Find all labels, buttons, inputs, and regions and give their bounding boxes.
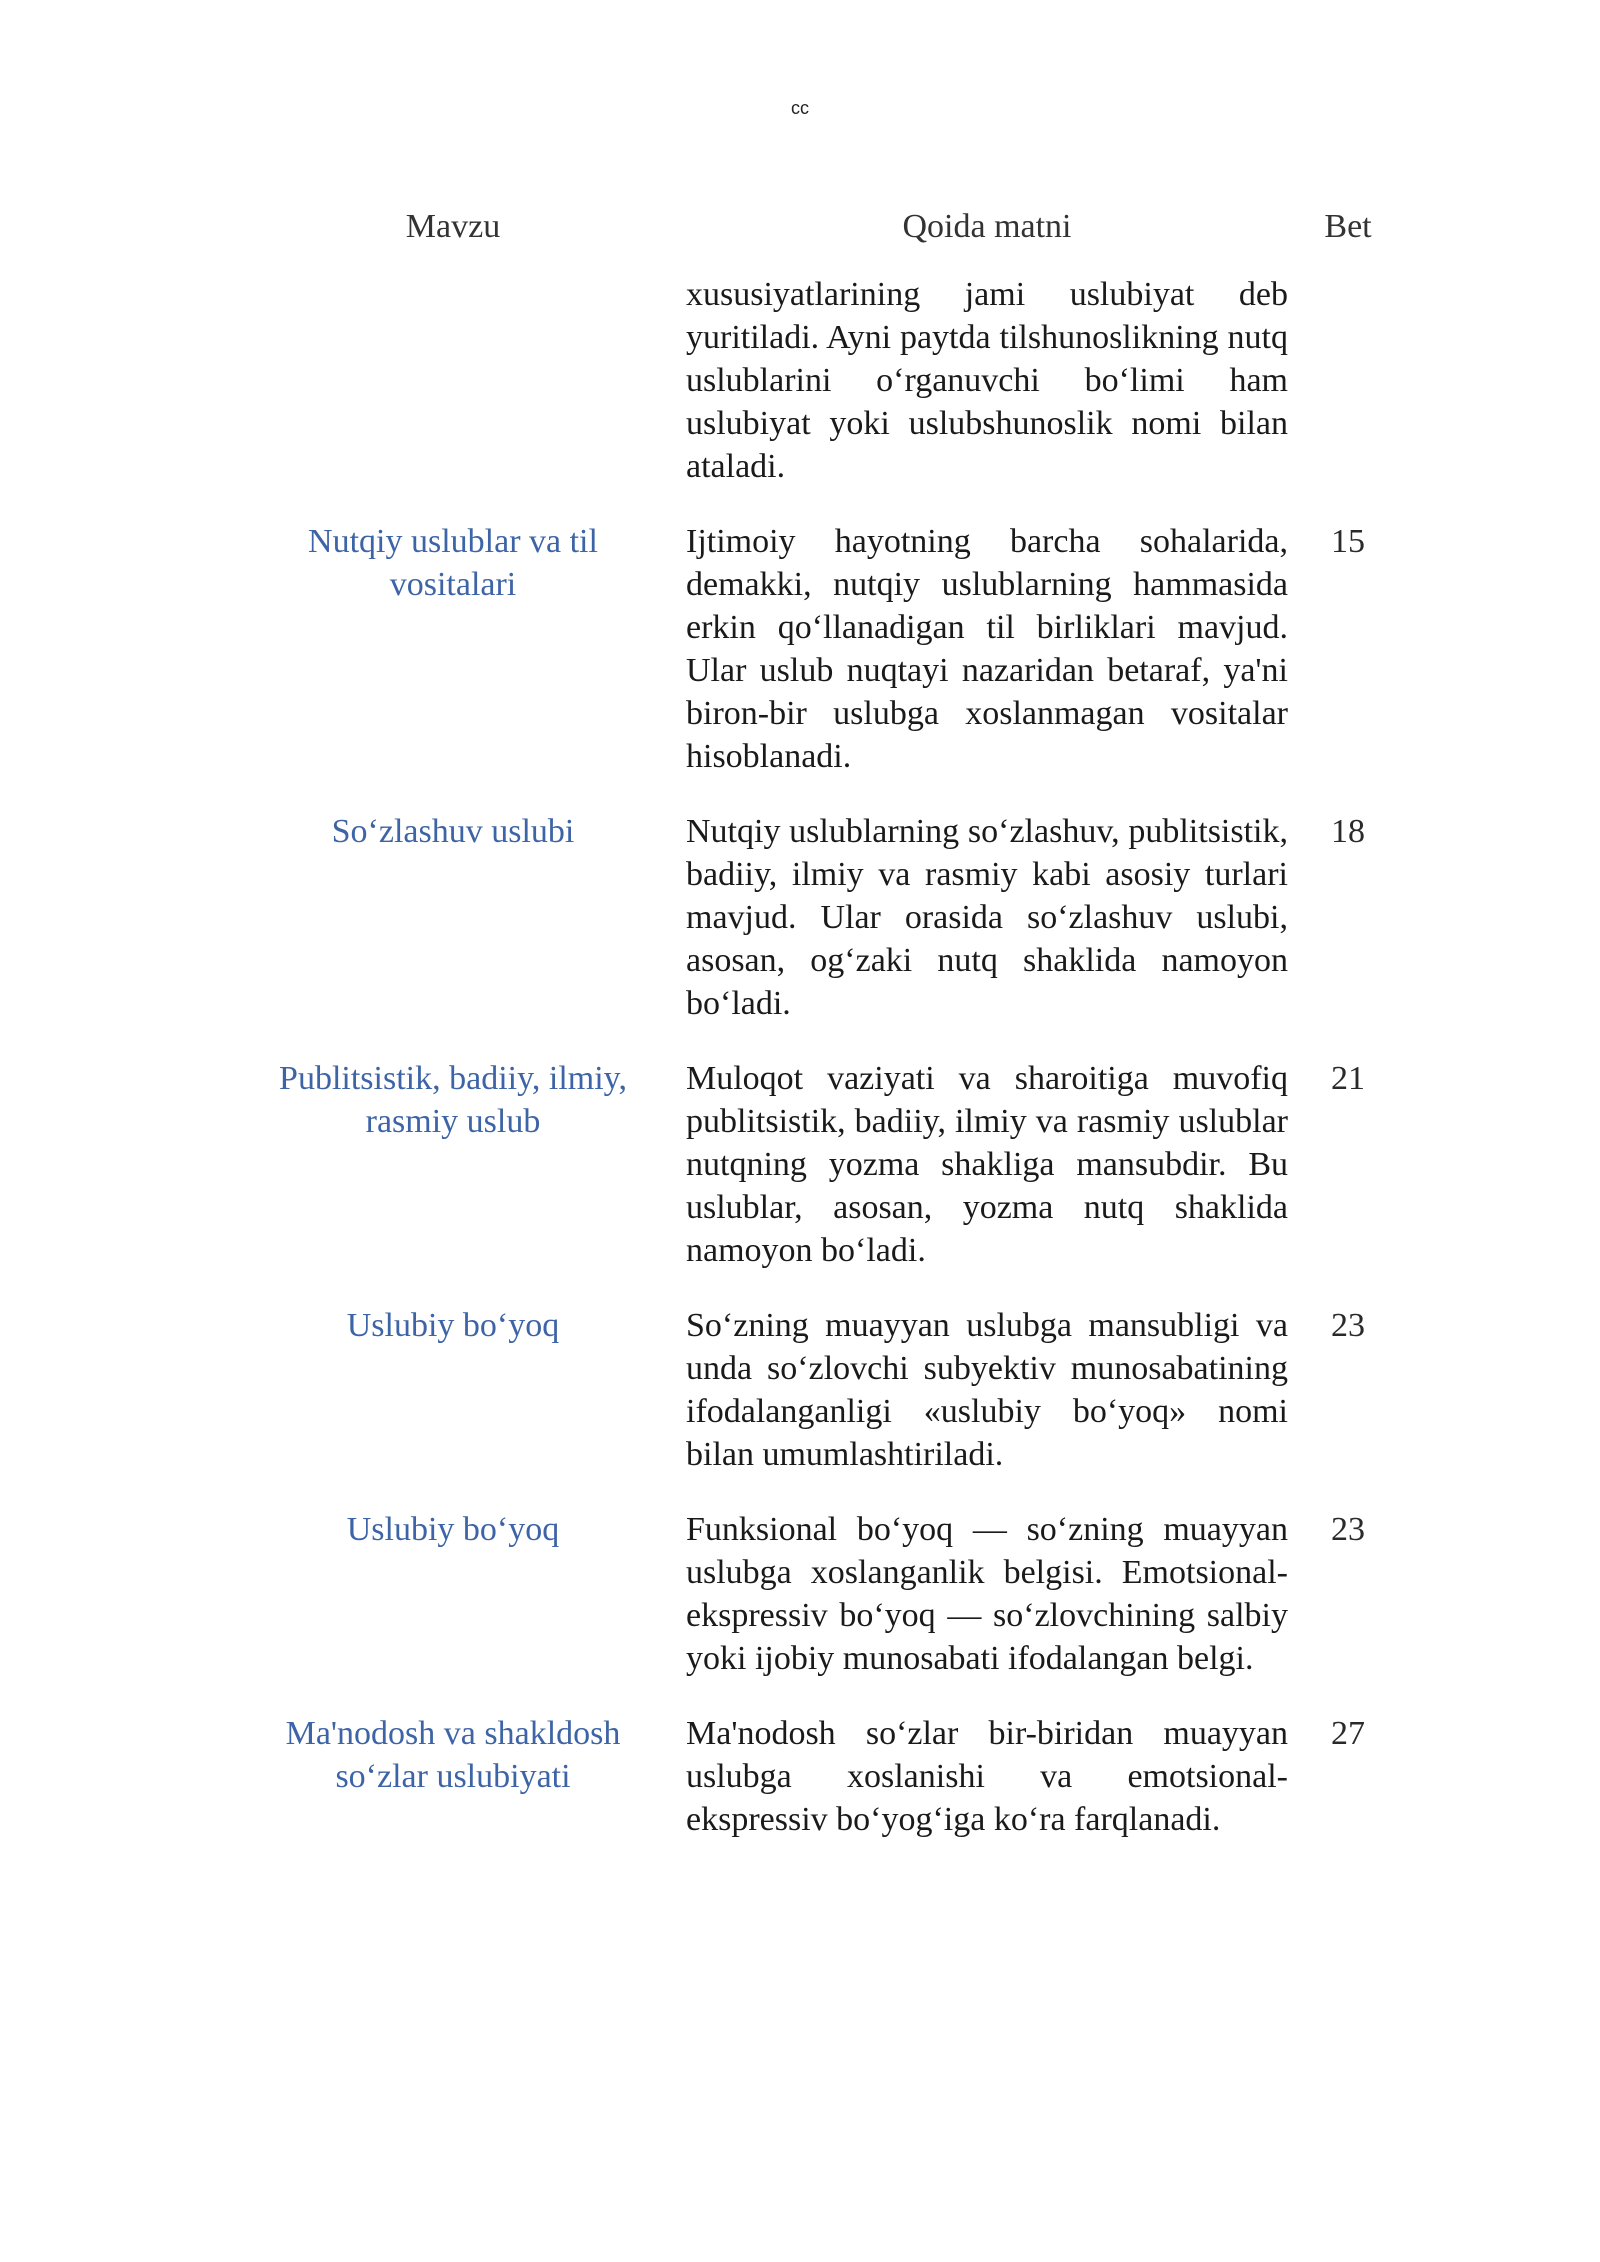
row-text: So‘zning muayyan uslubga mansubligi va unda so‘zlovchi subyektiv munosabatining ifodalanganligi «uslubiy bo‘yoq» nomi bilan umumlashtiriladi. (686, 1307, 1288, 1473)
table-row (258, 810, 1408, 1025)
row-topic-link[interactable]: Ma'nodosh va shakldosh so‘zlar uslubiyati (285, 1715, 621, 1795)
row-text: Muloqot vaziyati va sharoitiga muvofiq publitsistik, badiiy, ilmiy va rasmiy uslublar nutqning yozma shakliga mansubdir. Bu uslublar, asosan, yozma nutq shaklida namoyon bo‘ladi. (686, 1060, 1288, 1269)
row-text: xususiyatlarining jami uslubiyat deb yuritiladi. Ayni paytda tilshunoslikning nutq uslublarini o‘rganuvchi bo‘limi ham uslubiyat yoki uslubshunoslik nomi bilan ataladi. (686, 276, 1288, 485)
table-row (258, 520, 1408, 778)
rules-table (258, 205, 1408, 1873)
row-topic-link[interactable]: Uslubiy bo‘yoq (346, 1307, 560, 1344)
table-row (258, 1304, 1408, 1476)
row-text: Nutqiy uslublarning so‘zlashuv, publitsistik, badiiy, ilmiy va rasmiy kabi asosiy turlari mavjud. Ular orasida so‘zlashuv uslubi, asosan, og‘zaki nutq shaklida namoyon bo‘ladi. (686, 813, 1288, 1022)
row-text: Funksional bo‘yoq — so‘zning muayyan uslubga xoslanganlik belgisi. Emotsional-ekspressiv bo‘yoq — so‘zlovchining salbiy yoki ijobiy munosabati ifodalangan belgi. (686, 1511, 1288, 1677)
row-topic-link[interactable]: So‘zlashuv uslubi (331, 813, 575, 850)
page-header-mark: cc (791, 98, 809, 118)
table-header-row (258, 205, 1408, 248)
row-topic-link[interactable]: Uslubiy bo‘yoq (346, 1511, 560, 1548)
row-text: Ma'nodosh so‘zlar bir-biridan muayyan uslubga xoslanishi va emotsional-ekspressiv bo‘yog‘iga ko‘ra farqlanadi. (686, 1715, 1288, 1838)
table-row (258, 1712, 1408, 1841)
row-page-number: 23 (1331, 1511, 1365, 1548)
row-page-number: 15 (1331, 523, 1365, 560)
table-row-continuation (258, 273, 1408, 488)
table-row (258, 1057, 1408, 1272)
row-topic-link[interactable]: Nutqiy uslublar va til vositalari (308, 523, 598, 603)
row-page-number: 21 (1331, 1060, 1365, 1097)
column-header-text: Qoida matni (902, 208, 1072, 245)
table-row (258, 1508, 1408, 1680)
column-header-topic: Mavzu (405, 208, 501, 245)
row-page-number: 18 (1331, 813, 1365, 850)
row-topic-link[interactable]: Publitsistik, badiiy, ilmiy, rasmiy uslub (279, 1060, 627, 1140)
row-page-number: 23 (1331, 1307, 1365, 1344)
row-page-number: 27 (1331, 1715, 1365, 1752)
row-text: Ijtimoiy hayotning barcha sohalarida, demakki, nutqiy uslublarning hammasida erkin qo‘llanadigan til birliklari mavjud. Ular uslub nuqtayi nazaridan betaraf, ya'ni biron-bir uslubga xoslanmagan vositalar hisoblanadi. (686, 523, 1288, 775)
column-header-page: Bet (1324, 208, 1372, 245)
